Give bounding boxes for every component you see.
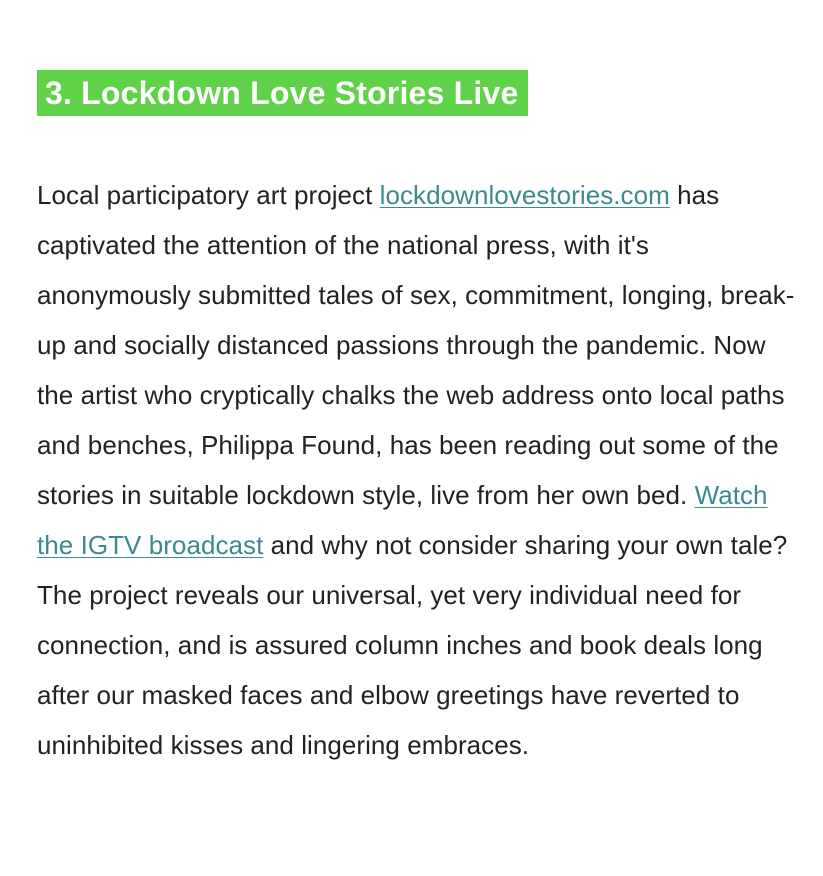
article	[37, 70, 807, 770]
paragraph-text-2: has captivated the attention of the national press, with it's anonymously submitted tales of sex, commitment, longing, break-up and socially distanced passions through the pandemic. Now the artist who cryptically chalks the web address onto local paths and benches, Philippa Found, has been reading out some of the stories in suitable lockdown style, live from her own bed.	[37, 180, 795, 510]
section-heading-container	[37, 70, 807, 116]
article-paragraph	[37, 170, 807, 770]
section-heading: 3. Lockdown Love Stories Live	[37, 70, 528, 116]
paragraph-text-3: and why not consider sharing your own tale? The project reveals our universal, yet very individual need for connection, and is assured column inches and book deals long after our masked faces and elbow greetings have reverted to uninhibited kisses and lingering embraces.	[37, 530, 788, 760]
igtv-broadcast-link[interactable]: Watch the IGTV broadcast	[37, 480, 768, 560]
lockdownlovestories-link[interactable]: lockdownlovestories.com	[379, 180, 670, 210]
paragraph-text-1: Local participatory art project	[37, 180, 380, 210]
